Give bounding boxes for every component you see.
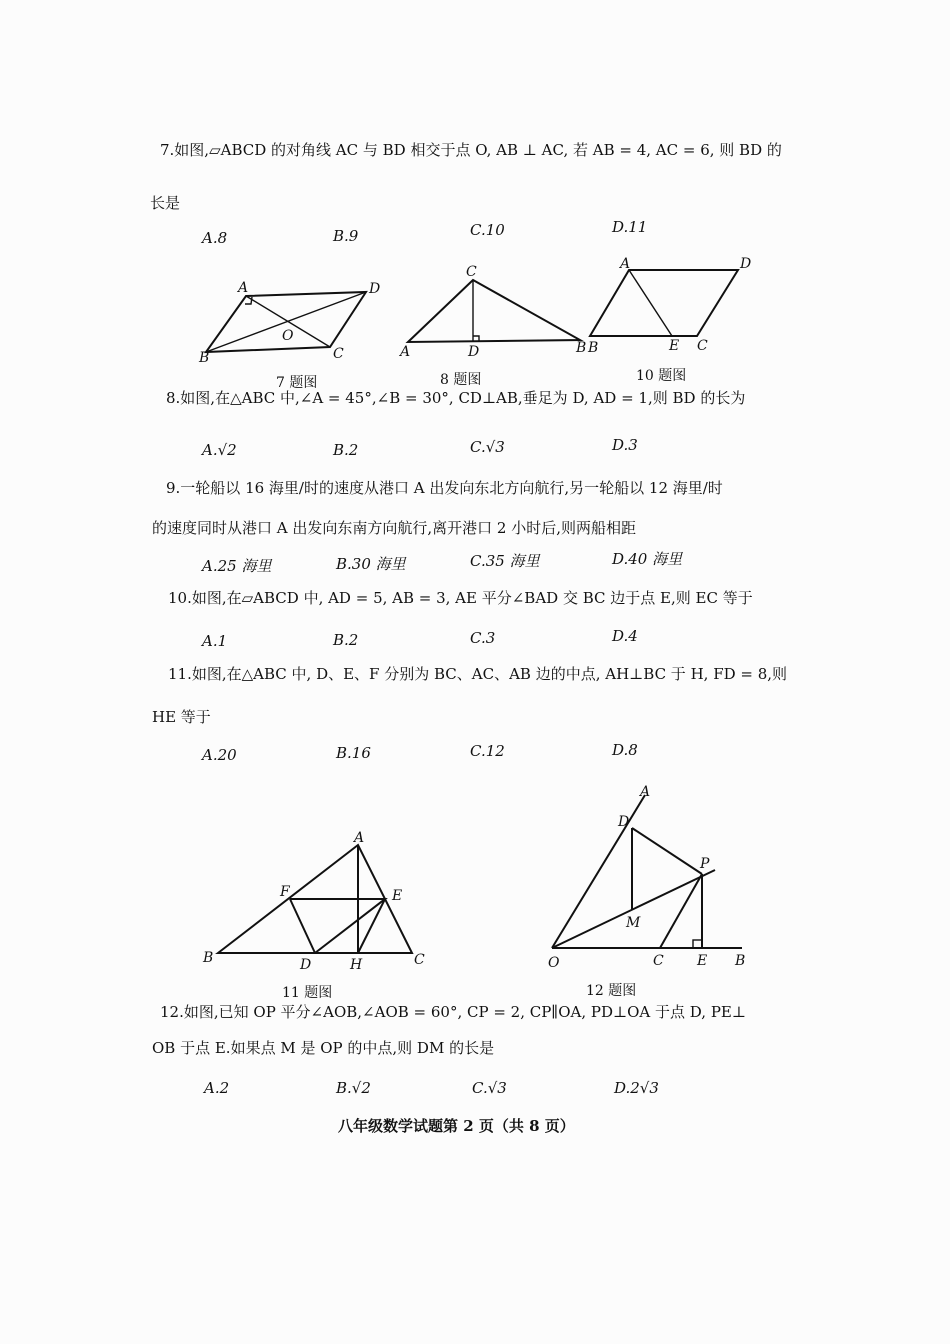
q12-option-c: C.√3 [472,1079,507,1097]
q8-option-b: B.2 [333,441,359,459]
caption-fig10: 10 题图 [636,368,687,384]
f10-label-b: B [588,340,599,356]
f12-label-a: A [640,784,651,800]
figure-8 [398,264,586,360]
q11-option-c: C.12 [470,742,505,760]
f12-label-e: E [697,953,708,969]
f10-label-c: C [697,338,708,354]
q8-option-d: D.3 [612,436,638,454]
f8-label-a: A [400,344,411,360]
q9-option-d: D.40 海里 [612,550,683,568]
q11-line1: 11.如图,在△ABC 中, D、E、F 分别为 BC、AC、AB 边的中点, AH⊥BC 于 H, FD = 8,则 [168,665,788,683]
q7-option-c: C.10 [470,221,505,239]
figure-12 [548,784,745,971]
q12-option-d: D.2√3 [614,1079,659,1097]
caption-fig11: 11 题图 [282,985,333,1001]
figure-7 [198,280,380,366]
q12-line2: OB 于点 E.如果点 M 是 OP 的中点,则 DM 的长是 [152,1039,495,1057]
f7-label-d: D [369,281,381,297]
f12-label-b: B [735,953,746,969]
f11-label-c: C [414,952,425,968]
figure-11 [202,830,425,973]
f10-label-d: D [740,256,752,272]
q7-line1: 7.如图,▱ABCD 的对角线 AC 与 BD 相交于点 O, AB ⊥ AC, 若 AB = 4, AC = 6, 则 BD 的 [160,141,782,159]
q10-option-c: C.3 [470,629,496,647]
q11-option-d: D.8 [612,741,638,759]
q7-option-a: A.8 [202,229,228,247]
q10-line1: 10.如图,在▱ABCD 中, AD = 5, AB = 3, AE 平分∠BAD 交 BC 边于点 E,则 EC 等于 [168,589,753,607]
q7-line2: 长是 [150,194,181,212]
f12-label-p: P [700,856,710,872]
q7-option-b: B.9 [333,227,359,245]
f7-label-c: C [333,346,344,362]
q10-option-d: D.4 [612,627,638,645]
f7-label-b: B [199,350,210,366]
f12-label-d: D [618,814,630,830]
page-footer: 八年级数学试题第 2 页（共 8 页） [338,1117,575,1135]
f7-label-a: A [238,280,249,296]
q8-line1: 8.如图,在△ABC 中,∠A = 45°,∠B = 30°, CD⊥AB,垂足为 D, AD = 1,则 BD 的长为 [166,389,746,407]
f11-label-d: D [300,957,312,973]
q8-option-c: C.√3 [470,438,505,456]
q7-option-d: D.11 [612,218,648,236]
f12-label-c: C [653,953,664,969]
f10-label-a: A [620,256,631,272]
q8-option-a: A.√2 [202,441,237,459]
caption-fig7: 7 题图 [276,375,318,391]
f11-label-a: A [354,830,365,846]
q10-option-b: B.2 [333,631,359,649]
q12-option-b: B.√2 [336,1079,371,1097]
f7-label-o: O [282,328,294,344]
f10-label-e: E [669,338,680,354]
f11-label-h: H [350,957,363,973]
f12-label-m: M [626,915,641,931]
f11-label-b: B [203,950,214,966]
f8-label-b: B [576,340,587,356]
q9-line2: 的速度同时从港口 A 出发向东南方向航行,离开港口 2 小时后,则两船相距 [152,519,636,537]
q12-option-a: A.2 [204,1079,230,1097]
q12-line1: 12.如图,已知 OP 平分∠AOB,∠AOB = 60°, CP = 2, CP∥OA, PD⊥OA 于点 D, PE⊥ [160,1003,746,1021]
q9-option-a: A.25 海里 [202,557,272,575]
f12-label-o: O [548,955,560,971]
q11-line2: HE 等于 [152,708,211,726]
figure-10 [587,256,751,356]
q9-option-c: C.35 海里 [470,552,540,570]
q9-line1: 9.一轮船以 16 海里/时的速度从港口 A 出发向东北方向航行,另一轮船以 12 海里/时 [166,479,723,497]
f11-label-e: E [392,888,403,904]
f8-label-c: C [466,264,477,280]
f11-label-f: F [280,884,290,900]
f8-label-d: D [468,344,480,360]
q9-option-b: B.30 海里 [336,555,406,573]
q10-option-a: A.1 [202,632,228,650]
q11-option-b: B.16 [336,744,371,762]
q11-option-a: A.20 [202,746,237,764]
caption-fig12: 12 题图 [586,983,637,999]
caption-fig8: 8 题图 [440,372,482,388]
